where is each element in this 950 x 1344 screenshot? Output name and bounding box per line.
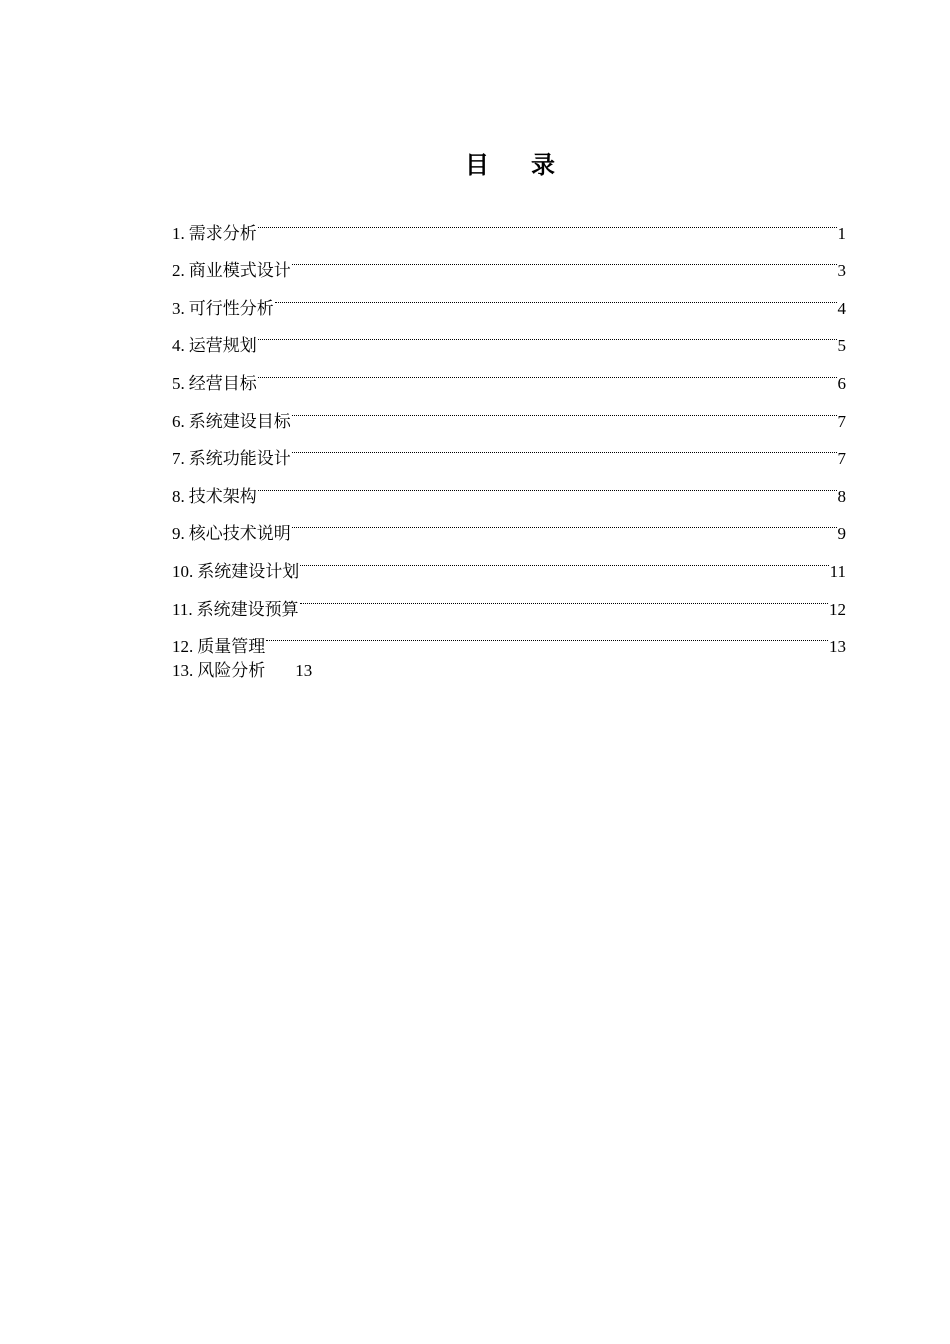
toc-title bbox=[0, 150, 950, 182]
toc-entry-number: 7. bbox=[172, 449, 185, 469]
toc-entry-label: 系统功能设计 bbox=[188, 449, 291, 469]
toc-entry-number: 10. bbox=[172, 561, 194, 581]
toc-dot-leader bbox=[258, 201, 837, 239]
toc-entry-5[interactable] bbox=[172, 351, 846, 393]
toc-entry-page: 13 bbox=[829, 637, 846, 657]
toc-entry-label: 商业模式设计 bbox=[188, 261, 291, 281]
toc-entry-label: 核心技术说明 bbox=[188, 524, 291, 544]
toc-dot-leader bbox=[292, 502, 837, 540]
toc-entry-number: 8. bbox=[172, 486, 185, 506]
toc-entry-number: 13. bbox=[172, 661, 194, 681]
toc-entry-page: 11 bbox=[829, 561, 846, 581]
toc-entry-label: 可行性分析 bbox=[188, 298, 274, 318]
toc-dot-leader bbox=[258, 464, 837, 502]
toc-entry-page: 9 bbox=[837, 524, 846, 544]
toc-entry-page: 4 bbox=[837, 298, 846, 318]
toc-entry-page: 1 bbox=[837, 223, 846, 243]
toc-entry-number: 11. bbox=[172, 599, 193, 619]
toc-entry-label: 质量管理 bbox=[197, 637, 266, 657]
toc-entry-page: 3 bbox=[837, 261, 846, 281]
toc-title-char-2: 录 bbox=[531, 153, 555, 179]
toc-entry-number: 1. bbox=[172, 223, 185, 243]
toc-entry-number: 9. bbox=[172, 524, 185, 544]
toc-entry-label: 风险分析 bbox=[197, 661, 266, 681]
toc-entry-page: 12 bbox=[829, 599, 846, 619]
toc-entry-label: 系统建设预算 bbox=[196, 599, 299, 619]
toc-entry-page: 7 bbox=[837, 411, 846, 431]
toc-entry-label: 运营规划 bbox=[188, 336, 257, 356]
toc-entry-8[interactable] bbox=[172, 464, 846, 506]
toc-entry-number: 6. bbox=[172, 411, 185, 431]
toc-dot-leader bbox=[258, 314, 837, 352]
toc-entry-number: 4. bbox=[172, 336, 185, 356]
toc-entry-label: 需求分析 bbox=[188, 223, 257, 243]
toc-entry-label: 技术架构 bbox=[188, 486, 257, 506]
toc-entry-page: 5 bbox=[837, 336, 846, 356]
toc-entry-12[interactable] bbox=[172, 615, 846, 657]
toc-entry-number: 2. bbox=[172, 261, 185, 281]
toc-dot-leader bbox=[292, 389, 837, 427]
toc-entry-page: 7 bbox=[837, 449, 846, 469]
toc-dot-leader bbox=[292, 427, 837, 465]
toc-entry-9[interactable] bbox=[172, 502, 846, 544]
toc-dot-leader bbox=[275, 276, 837, 314]
toc-entry-1[interactable] bbox=[172, 201, 846, 243]
toc-entry-label: 经营目标 bbox=[188, 373, 257, 393]
toc-entry-label: 系统建设目标 bbox=[188, 411, 291, 431]
toc-title-char-1: 目 bbox=[465, 153, 489, 179]
toc-dot-leader bbox=[266, 615, 828, 653]
toc-entry-13[interactable] bbox=[172, 652, 846, 690]
toc-entry-number: 12. bbox=[172, 637, 194, 657]
toc-dot-leader bbox=[300, 577, 828, 615]
toc-entry-label: 系统建设计划 bbox=[197, 561, 300, 581]
toc-entry-2[interactable] bbox=[172, 239, 846, 281]
toc-dot-leader bbox=[300, 539, 828, 577]
toc-dot-leader bbox=[258, 351, 837, 389]
toc-entry-page: 6 bbox=[837, 373, 846, 393]
toc-entry-number: 5. bbox=[172, 373, 185, 393]
toc-list bbox=[172, 201, 846, 690]
toc-entry-page: 8 bbox=[837, 486, 846, 506]
toc-entry-number: 3. bbox=[172, 298, 185, 318]
toc-dot-leader bbox=[292, 239, 837, 277]
toc-entry-6[interactable] bbox=[172, 389, 846, 431]
toc-entry-4[interactable] bbox=[172, 314, 846, 356]
toc-entry-page: 13 bbox=[295, 661, 313, 681]
